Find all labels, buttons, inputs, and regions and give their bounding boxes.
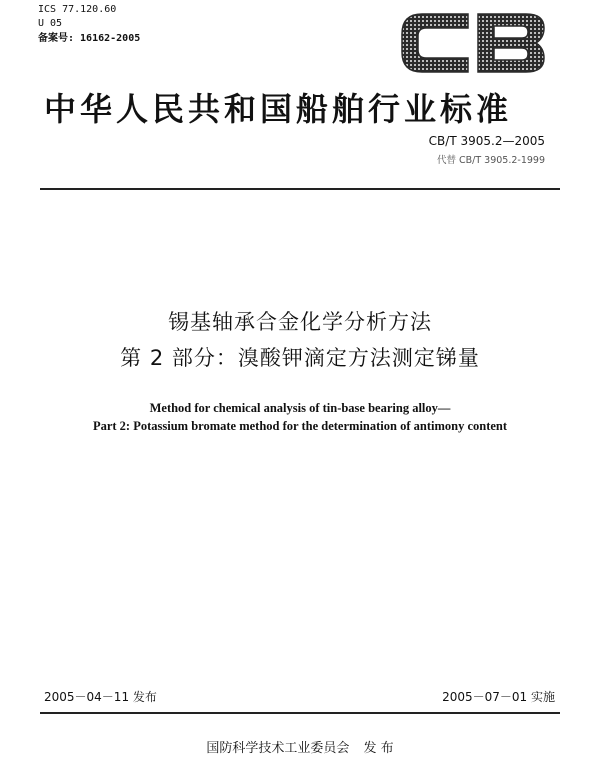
logo-letter-c: [402, 14, 468, 72]
cb-logo: [398, 8, 548, 78]
supersedes-note: 代替 CB/T 3905.2-1999: [436, 155, 545, 166]
issue-date: 2005－04－11 发布: [44, 690, 157, 704]
english-title-line-1: Method for chemical analysis of tin-base bearing alloy—: [149, 401, 451, 415]
english-title-line-2: Part 2: Potassium bromate method for the determination of antimony content: [92, 419, 508, 433]
chinese-title-line-2: 第 2 部分：溴酸钾滴定方法测定锑量: [120, 346, 480, 370]
publish-label: 发 布: [363, 741, 394, 756]
publisher-line: [0, 737, 600, 756]
publisher-name: 国防科学技术工业委员会: [206, 741, 350, 756]
chinese-title-line-1: 锡基轴承合金化学分析方法: [168, 310, 432, 334]
filing-number: 备案号: 16162-2005: [38, 33, 141, 44]
footer-divider: [40, 712, 560, 714]
logo-letter-b: [478, 14, 544, 72]
standard-number: CB/T 3905.2—2005: [428, 134, 545, 148]
ics-code: ICS 77.120.60: [38, 4, 117, 15]
implementation-date: 2005－07－01 实施: [442, 690, 555, 704]
ccs-code: U 05: [38, 18, 63, 29]
header-divider: [40, 188, 560, 190]
standard-type-title: 中华人民共和国船舶行业标准: [44, 90, 513, 128]
